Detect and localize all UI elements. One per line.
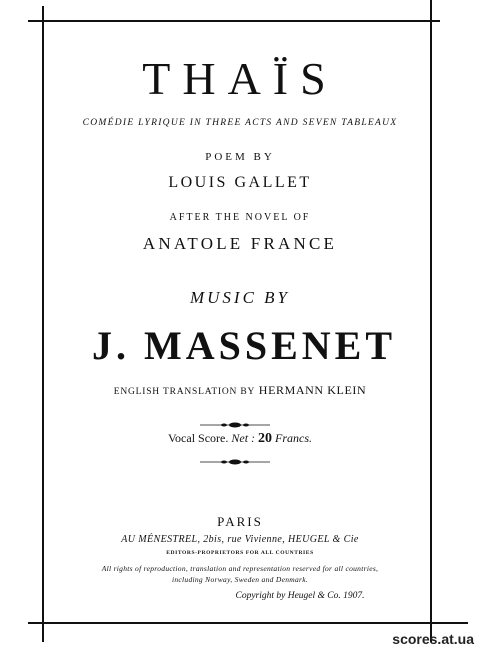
price-value: 20 [258,431,273,446]
site-watermark: scores.at.ua [392,631,474,647]
vocal-score-price [0,431,480,447]
work-title: THAÏS [142,53,338,104]
rights-line-2: including Norway, Sweden and Denmark. [171,575,309,584]
translation-prefix: ENGLISH TRANSLATION BY [113,387,256,397]
vocal-score-label: Vocal Score. [167,431,229,445]
composer-name: J. MASSENET [91,323,397,368]
rights-line-1: All rights of reproduction, translation and representation reserved for all countries, [101,564,379,573]
currency-label: Francs. [275,431,313,445]
translator-name: HERMANN KLEIN [258,383,367,397]
after-novel-label: AFTER THE NOVEL OF [169,212,311,223]
copyright-line: Copyright by Heugel & Co. 1907. [235,591,365,601]
top-ornament [200,421,270,429]
bottom-ornament [200,458,270,466]
music-by-label: MUSIC BY [189,288,291,307]
net-label: Net : [231,431,256,445]
novelist-name: ANATOLE FRANCE [142,234,338,253]
editors-proprietors: EDITORS-PROPRIETORS FOR ALL COUNTRIES [166,550,314,556]
frame-bottom-line [28,622,468,624]
poem-by-label: POEM BY [205,151,275,163]
frame-top-line [28,20,440,22]
publisher-line: AU MÉNESTREL, 2bis, rue Vivienne, HEUGEL & Cie [121,534,359,545]
publisher-city: PARIS [217,514,263,529]
librettist-name: LOUIS GALLET [168,174,312,191]
translation-credit [0,383,480,398]
work-subtitle: COMÉDIE LYRIQUE IN THREE ACTS AND SEVEN TABLEAUX [82,118,398,128]
